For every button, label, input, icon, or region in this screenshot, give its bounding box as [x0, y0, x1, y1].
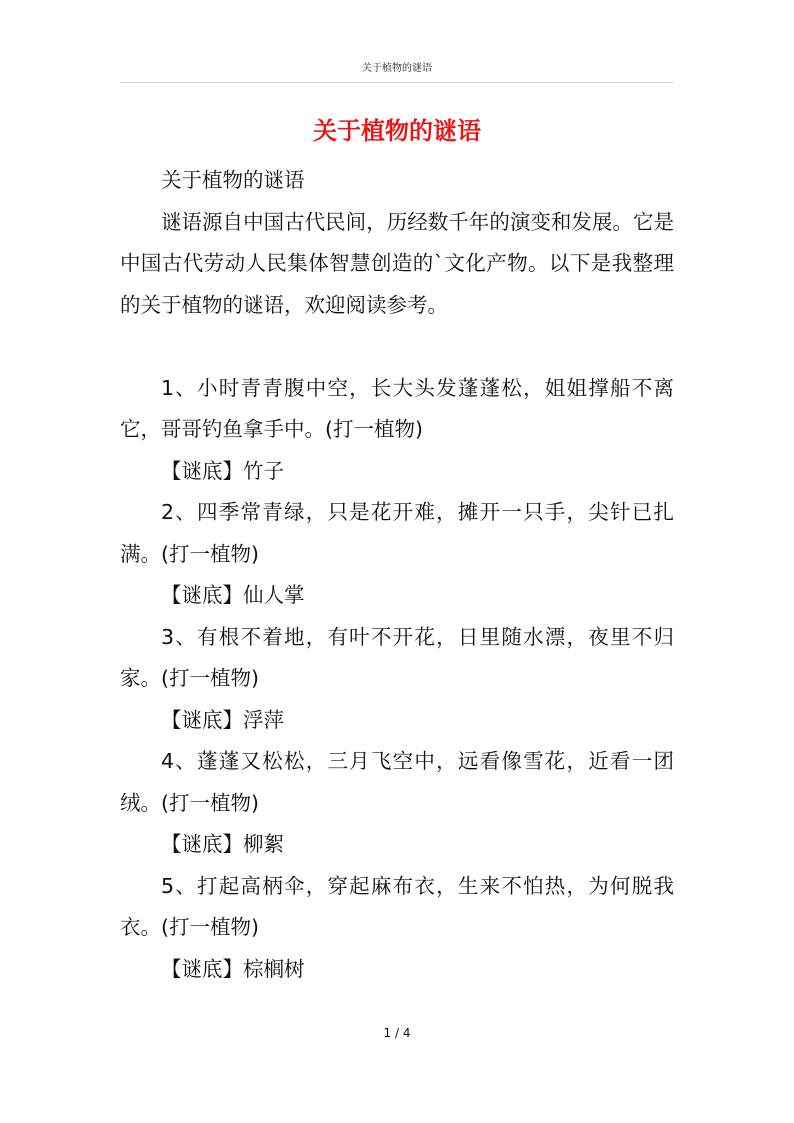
- riddle-question: 1、小时青青腹中空，长大头发蓬蓬松，姐姐撑船不离它，哥哥钓鱼拿手中。(打一植物): [120, 375, 674, 441]
- riddle-answer: 【谜底】柳絮: [161, 832, 284, 856]
- riddle-answer: 【谜底】浮萍: [161, 707, 284, 732]
- riddle-question: 4、蓬蓬又松松，三月飞空中，远看像雪花，近看一团绒。(打一植物): [120, 749, 674, 815]
- header-divider: [120, 82, 674, 83]
- riddle-answer: 【谜底】棕榈树: [161, 956, 305, 981]
- intro-paragraph: 谜语源自中国古代民间，历经数千年的演变和发展。它是中国古代劳动人民集体智慧创造的`文化产物。以下是我整理的关于植物的谜语，欢迎阅读参考。: [120, 209, 674, 317]
- paragraph-spacer: [120, 326, 674, 368]
- document-title: 关于植物的谜语: [313, 117, 481, 145]
- running-header: 关于植物的谜语: [362, 63, 432, 74]
- document-subtitle: 关于植物的谜语: [161, 168, 305, 192]
- riddle-question: 2、四季常青绿，只是花开难，摊开一只手，尖针已扎满。(打一植物): [120, 500, 674, 566]
- riddle-question: 5、打起高柄伞，穿起麻布衣，生来不怕热，为何脱我衣。(打一植物): [120, 873, 674, 939]
- riddle-question: 3、有根不着地，有叶不开花，日里随水漂，夜里不归家。(打一植物): [120, 624, 674, 690]
- riddle-answer: 【谜底】竹子: [161, 458, 284, 483]
- page-number: 1 / 4: [383, 1026, 411, 1040]
- document-body: [120, 160, 674, 990]
- riddle-answer: 【谜底】仙人掌: [161, 583, 305, 607]
